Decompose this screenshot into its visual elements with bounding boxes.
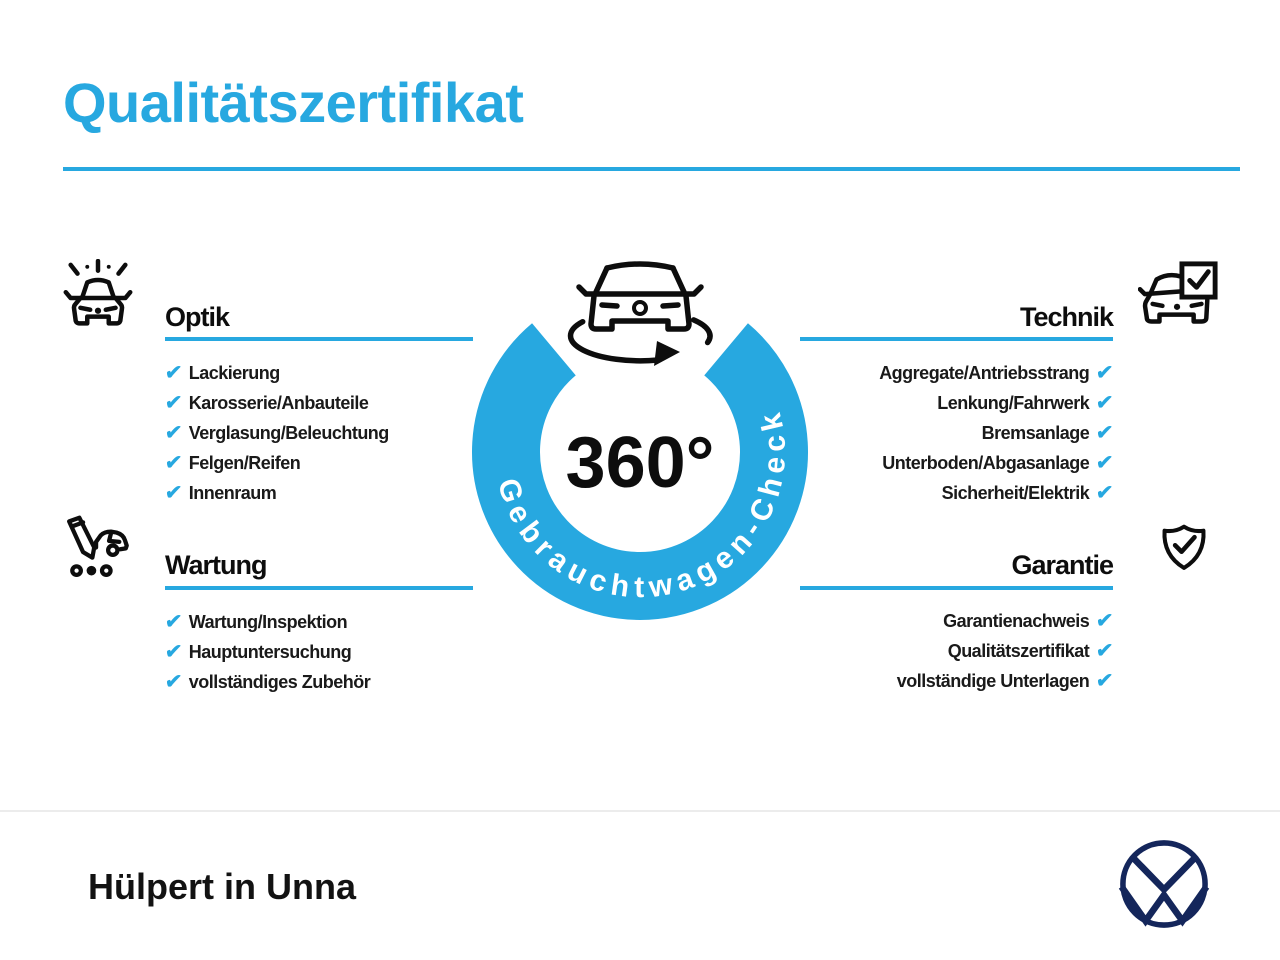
- check-icon: ✔: [163, 392, 183, 414]
- checklist-item-label: Karosserie/Anbauteile: [188, 392, 369, 413]
- checklist-item-label: Lackierung: [188, 362, 280, 383]
- dealer-name: Hülpert in Unna: [88, 866, 356, 907]
- checklist-item-label: vollständiges Zubehör: [188, 671, 371, 692]
- section-heading-technik: Technik: [1019, 302, 1113, 332]
- wartung-divider: [165, 586, 473, 590]
- checklist-item-label: Bremsanlage: [981, 422, 1090, 443]
- checklist-item-label: vollständige Unterlagen: [896, 670, 1090, 691]
- title-divider: [63, 167, 1240, 171]
- checklist-item: [165, 607, 347, 637]
- check-icon: ✔: [163, 482, 183, 504]
- checklist-item: [943, 606, 1113, 636]
- checklist-item: [165, 448, 300, 478]
- checklist-item: [882, 448, 1113, 478]
- checklist-item: [165, 358, 280, 388]
- optik-divider: [165, 337, 473, 341]
- checklist-item: [165, 388, 368, 418]
- checklist-item: [165, 478, 276, 508]
- shield-check-icon: [1150, 521, 1218, 589]
- wartung-checklist: [165, 607, 370, 697]
- check-icon: ✔: [1095, 670, 1115, 692]
- checklist-item-label: Lenkung/Fahrwerk: [937, 392, 1090, 413]
- checklist-item: [937, 388, 1113, 418]
- checklist-item: [942, 478, 1113, 508]
- checklist-item-label: Hauptuntersuchung: [188, 641, 352, 662]
- checklist-item: [165, 667, 370, 697]
- rotating-car-icon: [571, 264, 710, 361]
- section-heading-optik: Optik: [165, 302, 230, 332]
- optik-checklist: [165, 358, 389, 508]
- technik-checklist: [879, 358, 1113, 508]
- section-heading-wartung: Wartung: [165, 550, 267, 580]
- checklist-item-label: Unterboden/Abgasanlage: [882, 452, 1090, 473]
- check-icon: ✔: [163, 671, 183, 693]
- checklist-item-label: Aggregate/Antriebsstrang: [879, 362, 1090, 383]
- check-icon: ✔: [1095, 422, 1115, 444]
- garantie-divider: [800, 586, 1113, 590]
- section-heading-garantie: Garantie: [1011, 550, 1113, 580]
- pencil-car-service-icon: [58, 514, 136, 592]
- vw-logo-icon: [1116, 836, 1212, 932]
- checklist-item: [897, 666, 1113, 696]
- check-icon: ✔: [163, 362, 183, 384]
- checklist-item-label: Qualitätszertifikat: [947, 640, 1090, 661]
- checklist-item: [982, 418, 1113, 448]
- checklist-item: [948, 636, 1113, 666]
- check-icon: ✔: [1095, 362, 1115, 384]
- rotation-arrowhead: [654, 341, 680, 366]
- footer-divider: [0, 810, 1280, 812]
- checklist-item-label: Sicherheit/Elektrik: [941, 482, 1090, 503]
- check-icon: ✔: [163, 611, 183, 633]
- 360-check-emblem: [455, 240, 825, 640]
- ring-label: Gebrauchtwagen-Check: [490, 408, 793, 605]
- check-icon: ✔: [1095, 452, 1115, 474]
- check-icon: ✔: [1095, 392, 1115, 414]
- checklist-item: [165, 637, 351, 667]
- checklist-item-label: Verglasung/Beleuchtung: [188, 422, 389, 443]
- car-shine-icon: [57, 259, 139, 341]
- check-icon: ✔: [1095, 482, 1115, 504]
- checklist-item-label: Wartung/Inspektion: [188, 611, 348, 632]
- check-icon: ✔: [163, 422, 183, 444]
- checklist-item-label: Garantienachweis: [943, 610, 1090, 631]
- checklist-item: [165, 418, 389, 448]
- checklist-item: [879, 358, 1113, 388]
- check-icon: ✔: [1095, 640, 1115, 662]
- check-icon: ✔: [163, 452, 183, 474]
- garantie-checklist: [897, 606, 1113, 696]
- degrees-label: 360°: [565, 423, 715, 503]
- check-icon: ✔: [1095, 610, 1115, 632]
- page-title: Qualitätszertifikat: [63, 71, 524, 134]
- car-checkbox-icon: [1138, 259, 1220, 341]
- checklist-item-label: Felgen/Reifen: [188, 452, 301, 473]
- check-icon: ✔: [163, 641, 183, 663]
- checklist-item-label: Innenraum: [188, 482, 277, 503]
- technik-divider: [800, 337, 1113, 341]
